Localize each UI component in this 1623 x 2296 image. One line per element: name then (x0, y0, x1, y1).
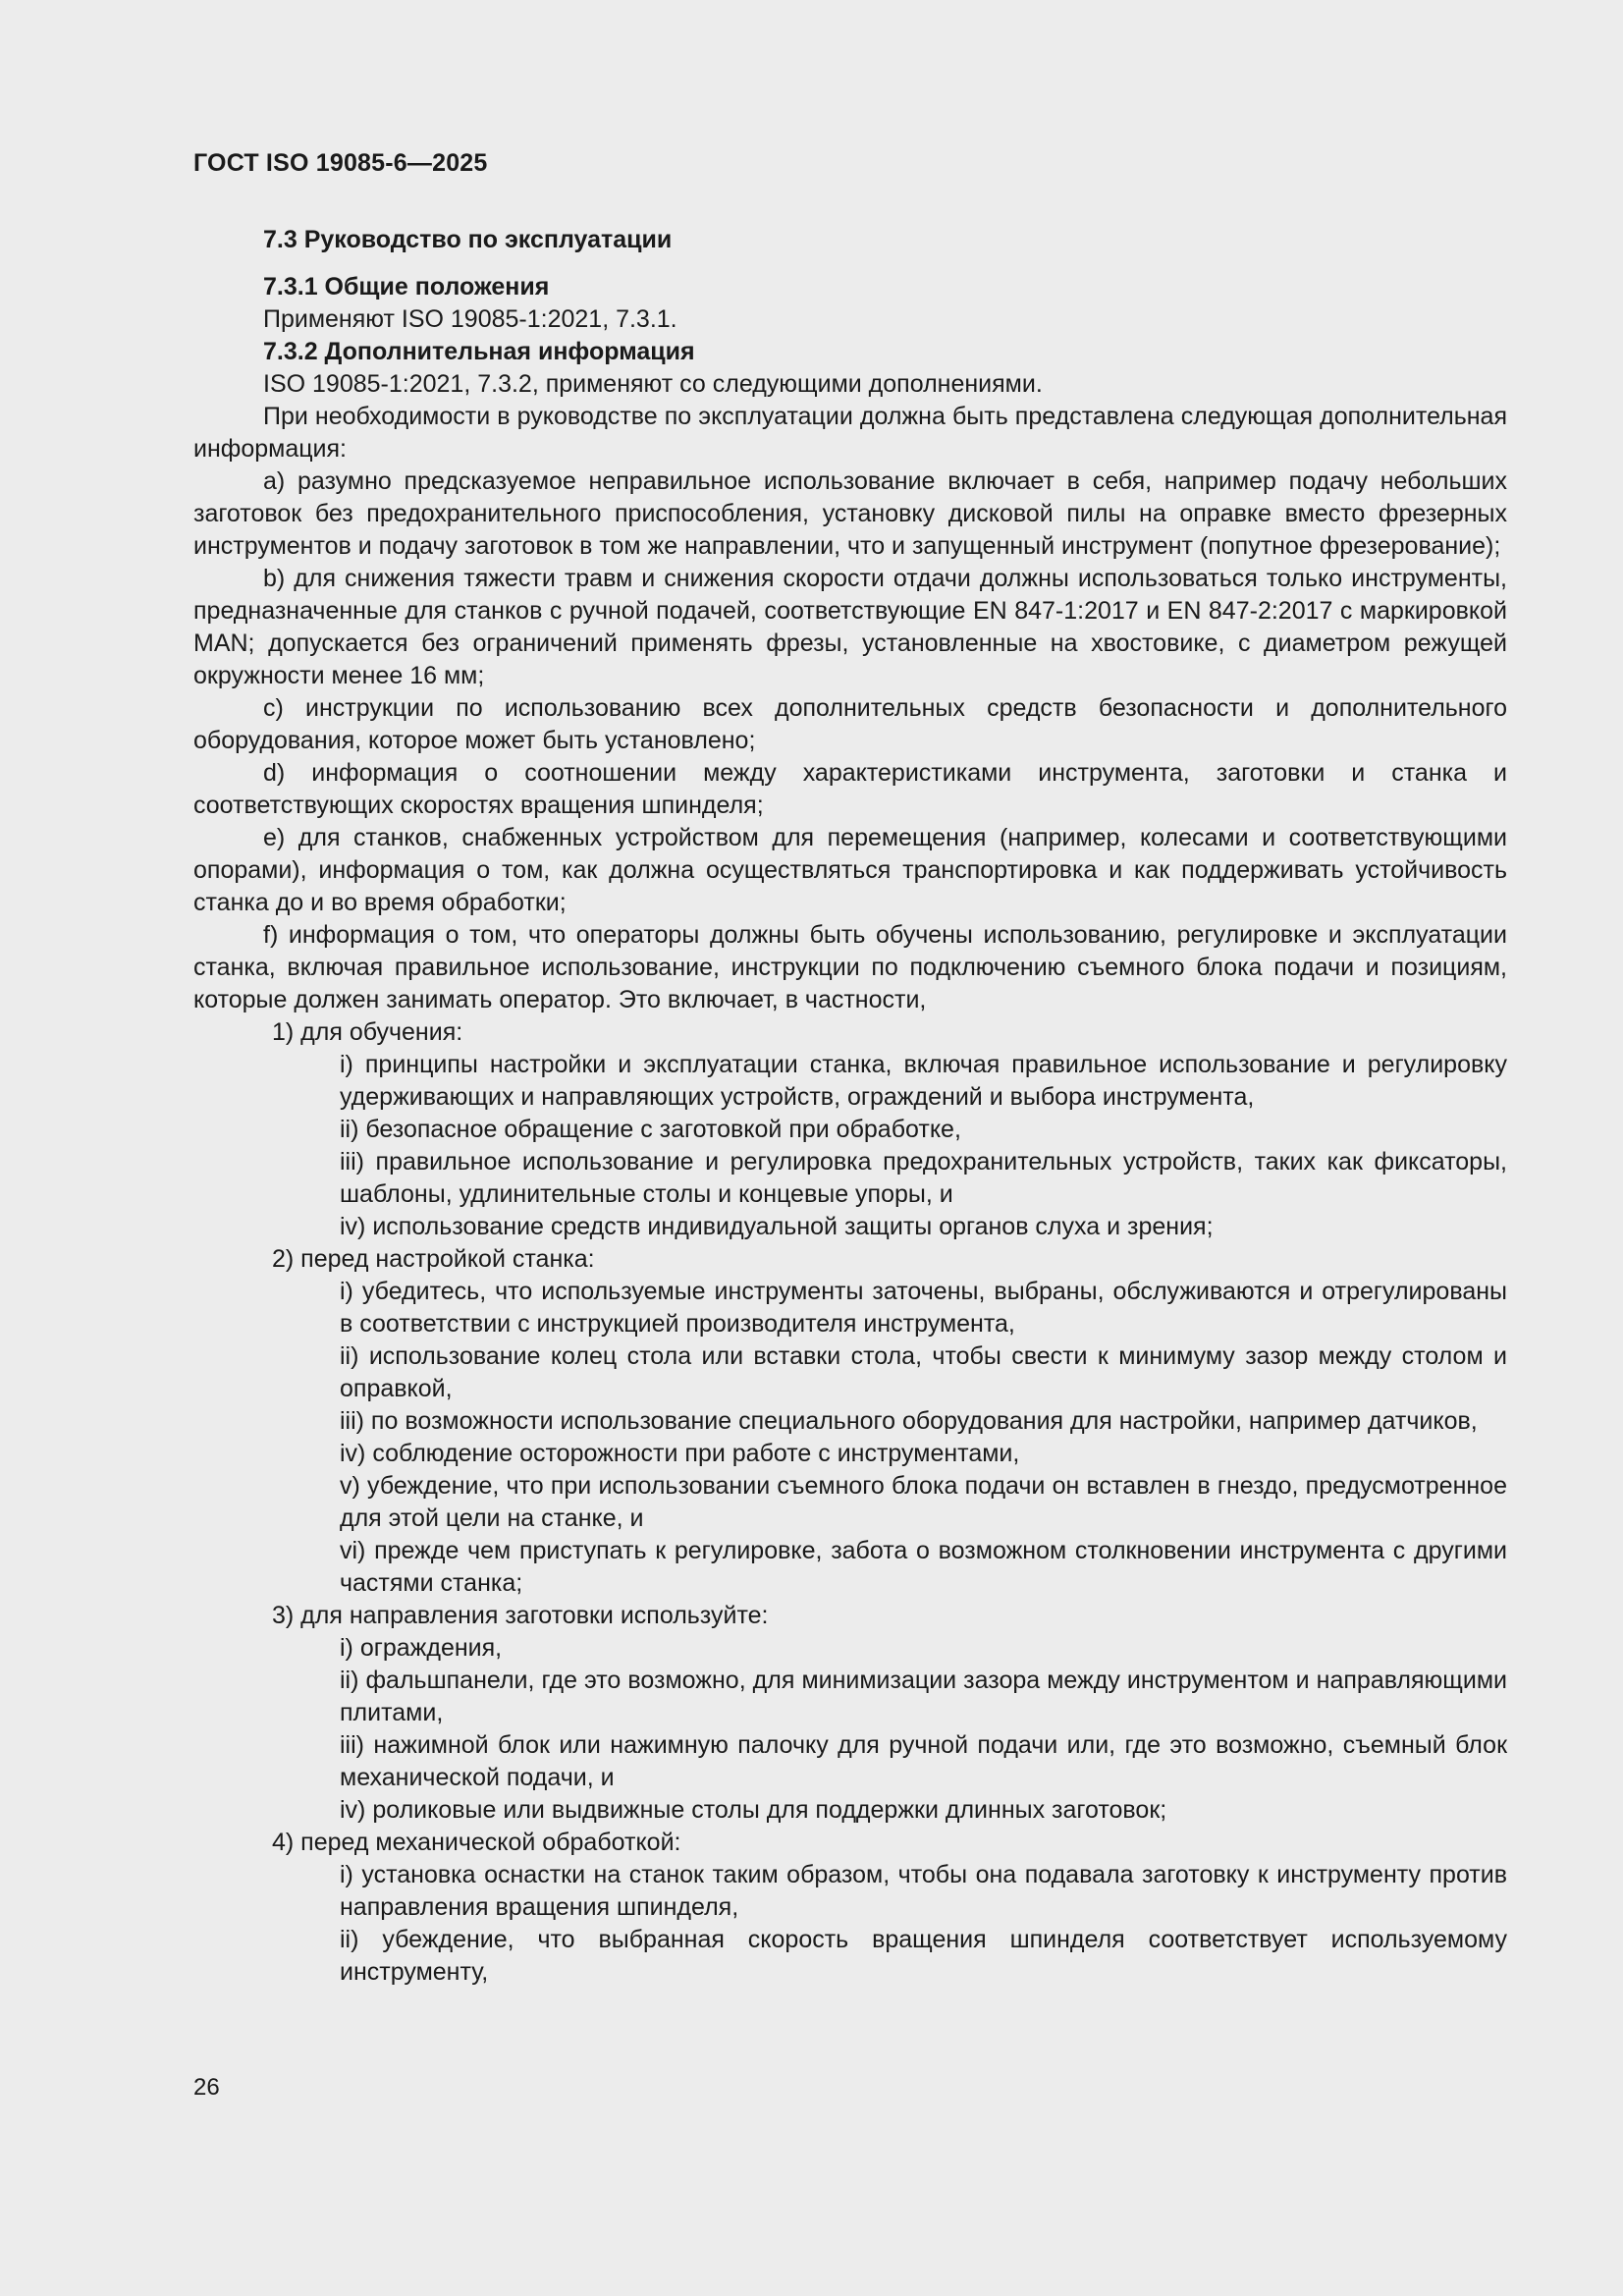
sublist-2-item-vi: vi) прежде чем приступать к регулировке, забота о возможном столкновении инструмента с другими частями станка; (340, 1537, 1507, 1597)
sublist-4-item-ii: ii) убеждение, что выбранная скорость вращения шпинделя соответствует используемому инструменту, (340, 1926, 1507, 1986)
section-heading-7-3: 7.3 Руководство по эксплуатации (263, 226, 673, 253)
sublist-2-item-iv: iv) соблюдение осторожности при работе с инструментами, (340, 1440, 1020, 1467)
sublist-1-item-ii: ii) безопасное обращение с заготовкой при обработке, (340, 1116, 961, 1143)
document-header: ГОСТ ISO 19085-6—2025 (193, 149, 488, 177)
paragraph-7-3-1: Применяют ISO 19085-1:2021, 7.3.1. (263, 305, 677, 333)
sublist-2-item-v: v) убеждение, что при использовании съемного блока подачи он вставлен в гнездо, предусмотренное для этой цели на станке, и (340, 1472, 1507, 1532)
sublist-1-title: 1) для обучения: (272, 1018, 463, 1046)
sublist-1-item-iii: iii) правильное использование и регулировка предохранительных устройств, таких как фиксаторы, шаблоны, удлинительные столы и концевые упоры, и (340, 1148, 1507, 1208)
sublist-3-item-i: i) ограждения, (340, 1634, 503, 1662)
page-number: 26 (193, 2074, 220, 2101)
sublist-1-item-iv: iv) использование средств индивидуальной защиты органов слуха и зрения; (340, 1213, 1214, 1240)
sublist-3-item-iii: iii) нажимной блок или нажимную палочку для ручной подачи или, где это возможно, съемный блок механической подачи, и (340, 1731, 1507, 1791)
paragraph-7-3-2: ISO 19085-1:2021, 7.3.2, применяют со следующими дополнениями. (263, 370, 1043, 398)
sublist-2-item-i: i) убедитесь, что используемые инструменты заточены, выбраны, обслуживаются и отрегулированы в соответствии с инструкцией производителя инструмента, (340, 1278, 1507, 1338)
list-item-c: c) инструкции по использованию всех дополнительных средств безопасности и дополнительного оборудования, которое может быть установлено; (193, 694, 1507, 754)
list-item-b: b) для снижения тяжести травм и снижения скорости отдачи должны использоваться только инструменты, предназначенные для станков с ручной подачей, соответствующие EN 847-1:2017 и EN 847-2:2017 с маркировкой MAN; допускается без ограничений применять фрезы, установленные на хвостовике, с диаметром режущей окружности менее 16 мм; (193, 565, 1507, 689)
document-body (193, 224, 1507, 1989)
section-heading-7-3-1: 7.3.1 Общие положения (263, 273, 550, 301)
sublist-2-item-ii: ii) использование колец стола или вставки стола, чтобы свести к минимуму зазор между столом и оправкой, (340, 1342, 1507, 1402)
sublist-2-title: 2) перед настройкой станка: (272, 1245, 595, 1273)
sublist-3-item-iv: iv) роликовые или выдвижные столы для поддержки длинных заготовок; (340, 1796, 1167, 1824)
intro-paragraph: При необходимости в руководстве по эксплуатации должна быть представлена следующая дополнительная информация: (193, 403, 1507, 463)
sublist-3-item-ii: ii) фальшпанели, где это возможно, для минимизации зазора между инструментом и направляющими плитами, (340, 1667, 1507, 1726)
sublist-4-item-i: i) установка оснастки на станок таким образом, чтобы она подавала заготовку к инструменту против направления вращения шпинделя, (340, 1861, 1507, 1921)
sublist-4-title: 4) перед механической обработкой: (272, 1829, 681, 1856)
section-heading-7-3-2: 7.3.2 Дополнительная информация (263, 338, 695, 365)
sublist-3-title: 3) для направления заготовки используйте: (272, 1602, 769, 1629)
sublist-2-item-iii: iii) по возможности использование специального оборудования для настройки, например датчиков, (340, 1407, 1478, 1435)
list-item-e: e) для станков, снабженных устройством для перемещения (например, колесами и соответствующими опорами), информация о том, как должна осуществляться транспортировка и как поддерживать устойчивость станка до и во время обработки; (193, 824, 1507, 916)
list-item-d: d) информация о соотношении между характеристиками инструмента, заготовки и станка и соответствующих скоростях вращения шпинделя; (193, 759, 1507, 819)
list-item-f: f) информация о том, что операторы должны быть обучены использованию, регулировке и эксплуатации станка, включая правильное использование, инструкции по подключению съемного блока подачи и позициям, которые должен занимать оператор. Это включает, в частности, (193, 921, 1507, 1013)
list-item-a: a) разумно предсказуемое неправильное использование включает в себя, например подачу небольших заготовок без предохранительного приспособления, установку дисковой пилы на оправке вместо фрезерных инструментов и подачу заготовок в том же направлении, что и запущенный инструмент (попутное фрезерование); (193, 467, 1507, 560)
sublist-1-item-i: i) принципы настройки и эксплуатации станка, включая правильное использование и регулировку удерживающих и направляющих устройств, ограждений и выбора инструмента, (340, 1051, 1507, 1111)
